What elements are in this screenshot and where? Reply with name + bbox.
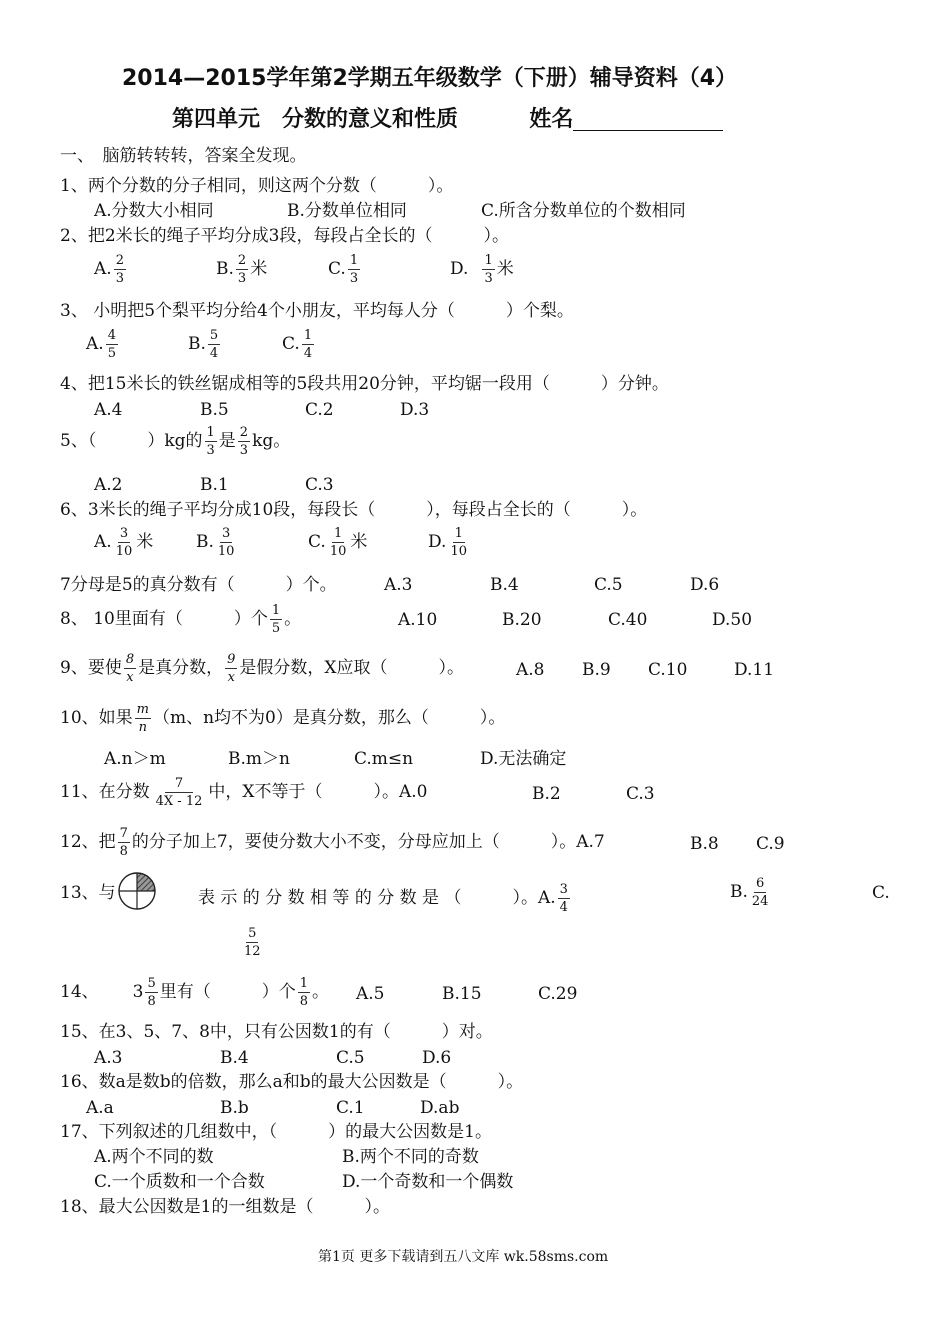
question-8 <box>60 603 301 636</box>
q7-option-d: D.6 <box>690 575 720 595</box>
question-12 <box>60 826 605 859</box>
q2-fraction-a: $\frac{2}{3}$ <box>115 253 124 286</box>
unit-title: 第四单元 分数的意义和性质 <box>172 107 459 132</box>
q10-option-c: C.m≤n <box>354 749 414 769</box>
q5-text-start: 5、（ ）kg的 <box>60 431 203 451</box>
q9-fraction-2: $\frac{9}{x}$ <box>227 652 236 685</box>
q2-option-a-label: A. <box>94 259 112 279</box>
q14-fraction-2: $\frac{1}{8}$ <box>299 976 309 1009</box>
q1-option-b: B.分数单位相同 <box>287 201 407 221</box>
q2-option-c-label: C. <box>328 259 346 279</box>
q8-text-start: 8、 10里面有（ ）个 <box>60 609 268 629</box>
q5-option-a: A.2 <box>94 475 123 495</box>
q3-option-b-label: B. <box>188 334 206 354</box>
q3-fraction-b: $\frac{5}{4}$ <box>209 328 219 361</box>
q12-text-end: 的分子加上7，要使分数大小不变，分母应加上（ ）。A.7 <box>131 832 605 852</box>
question-17: 17、下列叙述的几组数中，（ ）的最大公因数是1。 <box>60 1122 492 1142</box>
q9-text-end: 是假分数，X应取（ ）。 <box>239 658 464 678</box>
q6-option-a <box>94 526 153 559</box>
q6-option-a-label: A. <box>94 532 112 552</box>
q15-option-d: D.6 <box>422 1048 452 1068</box>
question-3: 3、 小明把5个梨平均分给4个小朋友，平均每人分（ ）个梨。 <box>60 301 574 321</box>
q3-option-c-label: C. <box>282 334 300 354</box>
q13-fraction-b: $\frac{6}{24}$ <box>751 876 769 909</box>
q1-option-a: A.分数大小相同 <box>94 201 214 221</box>
question-7: 7分母是5的真分数有（ ）个。 <box>60 575 337 595</box>
q11-text-start: 11、在分数 <box>60 782 150 802</box>
page-footer: 第1页 更多下载请到五八文库 wk.58sms.com <box>318 1249 609 1265</box>
q12-text-start: 12、把 <box>60 832 116 852</box>
question-4: 4、把15米长的铁丝锯成相等的5段共用20分钟，平均锯一段用（ ）分钟。 <box>60 374 669 394</box>
q2-fraction-b: $\frac{2}{3}$ <box>237 253 247 286</box>
section-heading: 一、 脑筋转转转，答案全发现。 <box>60 146 307 166</box>
q2-option-b <box>216 253 267 286</box>
document-title: 2014—2015学年第2学期五年级数学（下册）辅导资料（4） <box>122 66 738 91</box>
q5-text-end: kg。 <box>252 431 291 451</box>
q2-unit-d: 米 <box>496 259 514 279</box>
q8-option-d: D.50 <box>712 610 753 630</box>
q2-option-b-label: B. <box>216 259 234 279</box>
q13-option-c <box>240 926 265 959</box>
q12-option-c: C.9 <box>756 834 785 854</box>
q2-option-d <box>450 253 514 286</box>
q6-unit-c: 米 <box>350 532 368 552</box>
q13-fraction-c: $\frac{5}{12}$ <box>244 926 261 959</box>
q15-option-c: C.5 <box>336 1048 365 1068</box>
q3-fraction-c: $\frac{1}{4}$ <box>303 328 313 361</box>
unit-subtitle <box>172 108 723 131</box>
q14-label: 14、 <box>60 982 99 1002</box>
q2-fraction-c: $\frac{1}{3}$ <box>349 253 359 286</box>
q6-fraction-b: $\frac{3}{10}$ <box>217 526 235 559</box>
q6-option-d-label: D. <box>428 532 447 552</box>
q2-fraction-d: $\frac{1}{3}$ <box>484 253 493 286</box>
q2-option-d-label: D. <box>450 259 469 279</box>
q5-option-b: B.1 <box>200 475 229 495</box>
q10-text-start: 10、如果 <box>60 708 133 728</box>
q10-option-a: A.n＞m <box>104 749 166 769</box>
q8-option-b: B.20 <box>502 610 542 630</box>
name-blank <box>573 108 723 131</box>
question-16: 16、数a是数b的倍数，那么a和b的最大公因数是（ ）。 <box>60 1072 524 1092</box>
question-14 <box>60 976 329 1009</box>
question-5 <box>60 425 290 458</box>
q6-option-c <box>308 526 367 559</box>
q3-option-b <box>188 328 222 361</box>
question-18: 18、最大公因数是1的一组数是（ ）。 <box>60 1197 390 1217</box>
q17-option-c: C.一个质数和一个合数 <box>94 1172 265 1192</box>
q17-option-a: A.两个不同的数 <box>94 1147 214 1167</box>
q2-unit-b: 米 <box>250 259 268 279</box>
q9-text-start: 9、要使 <box>60 658 122 678</box>
question-13-label: 13、与 <box>60 883 116 903</box>
q6-option-d <box>428 526 471 559</box>
q10-text-end: （m、n均不为0）是真分数，那么（ ）。 <box>152 708 506 728</box>
q4-option-b: B.5 <box>200 400 229 420</box>
q11-option-b: B.2 <box>532 784 561 804</box>
q14-text-end: 。 <box>312 982 330 1002</box>
q8-fraction: $\frac{1}{5}$ <box>271 603 281 636</box>
q4-option-a: A.4 <box>94 400 123 420</box>
q5-fraction-1: $\frac{1}{3}$ <box>206 425 215 458</box>
q13-text: 表 示 的 分 数 相 等 的 分 数 是 （ ）。A. <box>198 888 556 908</box>
name-label: 姓名 <box>529 107 574 132</box>
q5-option-c: C.3 <box>305 475 334 495</box>
q6-fraction-c: $\frac{1}{10}$ <box>329 526 347 559</box>
q13-option-c-label: C. <box>872 883 890 903</box>
q11-text-end: 中，X不等于（ ）。A.0 <box>208 782 428 802</box>
q13-option-b <box>730 876 772 909</box>
q7-option-c: C.5 <box>594 575 623 595</box>
q7-option-b: B.4 <box>490 575 519 595</box>
q10-option-d: D.无法确定 <box>480 749 567 769</box>
q6-option-b <box>196 526 238 559</box>
q4-option-d: D.3 <box>400 400 430 420</box>
q8-text-end: 。 <box>284 609 302 629</box>
q3-option-a <box>86 328 120 361</box>
q6-fraction-a: $\frac{3}{10}$ <box>115 526 133 559</box>
q14-fraction-1: $\frac{5}{8}$ <box>147 976 156 1009</box>
question-9 <box>60 652 464 685</box>
q9-option-d: D.11 <box>734 660 775 680</box>
q15-option-a: A.3 <box>94 1048 123 1068</box>
q1-option-c: C.所含分数单位的个数相同 <box>481 201 686 221</box>
q12-option-b: B.8 <box>690 834 719 854</box>
question-1: 1、两个分数的分子相同，则这两个分数（ ）。 <box>60 176 454 196</box>
q6-fraction-d: $\frac{1}{10}$ <box>450 526 467 559</box>
q9-text-mid: 是真分数， <box>138 658 224 678</box>
q9-option-a: A.8 <box>516 660 545 680</box>
q3-fraction-a: $\frac{4}{5}$ <box>107 328 116 361</box>
question-13 <box>198 882 572 915</box>
q12-fraction: $\frac{7}{8}$ <box>119 826 128 859</box>
q17-option-d: D.一个奇数和一个偶数 <box>342 1172 514 1192</box>
question-11 <box>60 776 427 809</box>
q5-text-mid: 是 <box>218 431 236 451</box>
q14-whole-number: 3 <box>132 982 144 1002</box>
question-10 <box>60 702 505 735</box>
q6-option-c-label: C. <box>308 532 326 552</box>
q10-fraction: $\frac{m}{n}$ <box>136 702 149 735</box>
q13-option-b-label: B. <box>730 882 748 902</box>
q17-option-b: B.两个不同的奇数 <box>342 1147 479 1167</box>
q8-option-c: C.40 <box>608 610 648 630</box>
question-15: 15、在3、5、7、8中，只有公因数1的有（ ）对。 <box>60 1022 493 1042</box>
q14-text-mid: 里有（ ）个 <box>159 982 296 1002</box>
q14-option-b: B.15 <box>442 984 482 1004</box>
q9-fraction-1: $\frac{8}{x}$ <box>125 652 135 685</box>
q9-option-c: C.10 <box>648 660 688 680</box>
q3-option-a-label: A. <box>86 334 104 354</box>
q11-option-c: C.3 <box>626 784 655 804</box>
q6-option-b-label: B. <box>196 532 214 552</box>
q3-option-c <box>282 328 316 361</box>
q11-fraction: $\frac{7}{4X - 12}$ <box>155 776 203 809</box>
question-2: 2、把2米长的绳子平均分成3段，每段占全长的（ ）。 <box>60 226 509 246</box>
q16-option-c: C.1 <box>336 1098 365 1118</box>
q14-option-c: C.29 <box>538 984 578 1004</box>
q4-option-c: C.2 <box>305 400 334 420</box>
q16-option-b: B.b <box>220 1098 249 1118</box>
q10-option-b: B.m＞n <box>228 749 290 769</box>
q7-option-a: A.3 <box>384 575 413 595</box>
q16-option-a: A.a <box>86 1098 114 1118</box>
q2-option-a <box>94 253 128 286</box>
q9-option-b: B.9 <box>582 660 611 680</box>
q2-option-c <box>328 253 362 286</box>
q5-fraction-2: $\frac{2}{3}$ <box>239 425 249 458</box>
question-6: 6、3米长的绳子平均分成10段，每段长（ ），每段占全长的（ ）。 <box>60 500 648 520</box>
q16-option-d: D.ab <box>420 1098 460 1118</box>
q8-option-a: A.10 <box>398 610 438 630</box>
q15-option-b: B.4 <box>220 1048 249 1068</box>
q13-fraction-a: $\frac{3}{4}$ <box>559 882 568 915</box>
q14-option-a: A.5 <box>356 984 385 1004</box>
circle-fraction-diagram <box>116 870 158 912</box>
q6-unit-a: 米 <box>136 532 154 552</box>
